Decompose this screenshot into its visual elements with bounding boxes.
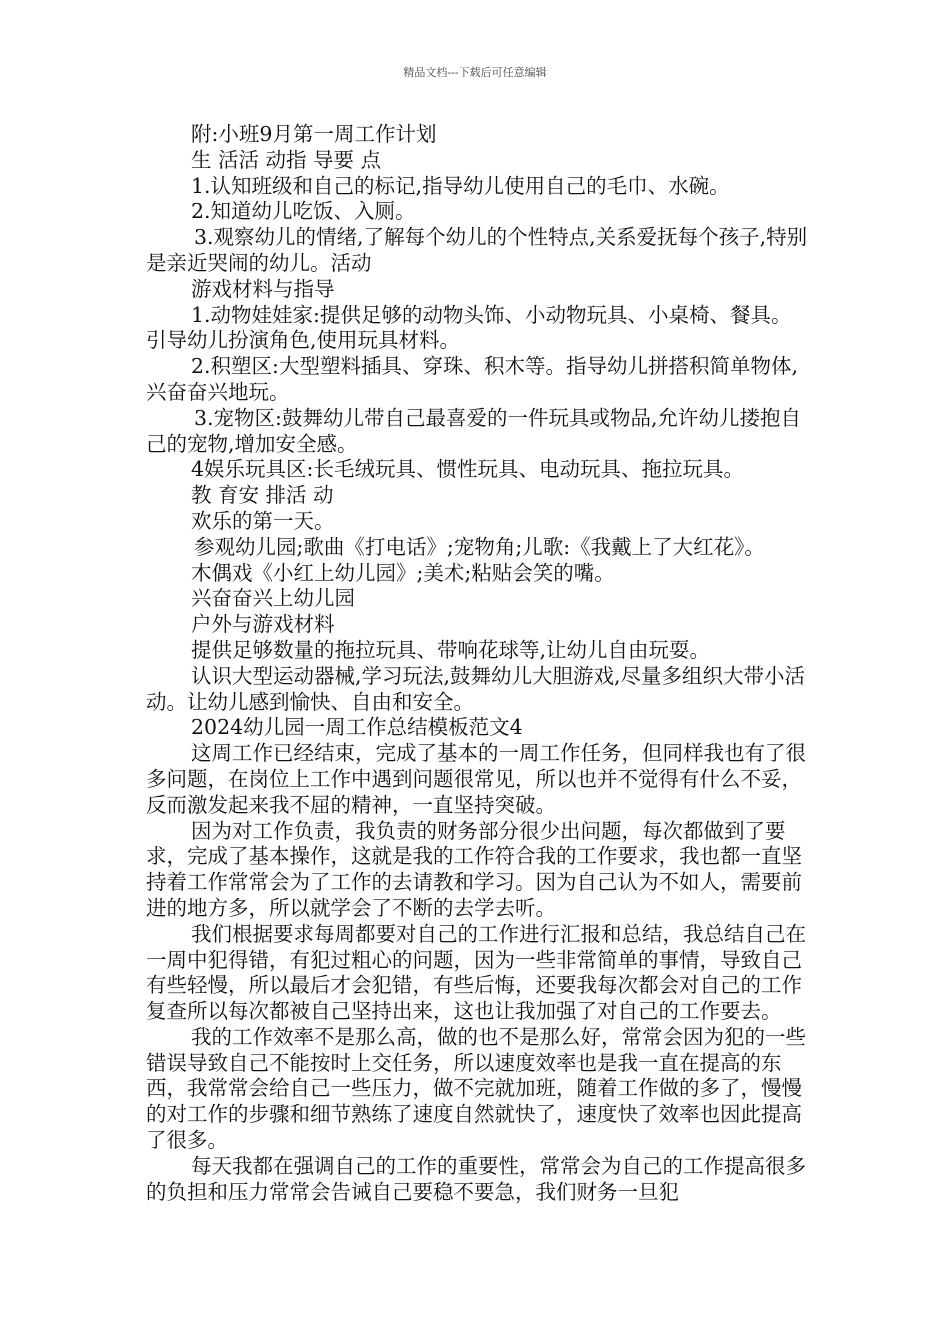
paragraph: 4娱乐玩具区:长毛绒玩具、惯性玩具、电动玩具、拖拉玩具。	[191, 457, 744, 482]
paragraph: 1.认知班级和自己的标记,指导幼儿使用自己的毛巾、水碗。	[191, 173, 730, 198]
paragraph: 认识大型运动器械,学习玩法,鼓舞幼儿大胆游戏,尽量多组织大带小活动。让幼儿感到愉快、自由和安全。	[146, 663, 806, 714]
paragraph: 我们根据要求每周都要对自己的工作进行汇报和总结，我总结自己在一周中犯得错，有犯过粗心的问题，因为一些非常简单的事情，导致自己有些轻慢，所以最后才会犯错，有些后悔，还要我每次都会对自己的工作复查所以每次都被自己坚持出来，这也让我加强了对自己的工作要去。	[146, 921, 806, 1024]
section-heading-outdoor: 户外与游戏材料	[191, 612, 335, 637]
section-heading-life: 生 活活 动指 导要 点	[191, 147, 382, 172]
paragraph: 3.宠物区:鼓舞幼儿带自己最喜爱的一件玩具或物品,允许幼儿搂抱自己的宠物,增加安全感。	[146, 405, 801, 456]
paragraph: 1.动物娃娃家:提供足够的动物头饰、小动物玩具、小桌椅、餐具。引导幼儿扮演角色,使用玩具材料。	[146, 302, 792, 353]
paragraph: 参观幼儿园;歌曲《打电话》;宠物角;儿歌:《我戴上了大红花》。	[194, 534, 765, 559]
paragraph: 每天我都在强调自己的工作的重要性，常常会为自己的工作提高很多的负担和压力常常会告诫自己要稳不要急，我们财务一旦犯	[146, 1153, 806, 1204]
paragraph: 因为对工作负责，我负责的财务部分很少出问题，每次都做到了要求，完成了基本操作，这就是我的工作符合我的工作要求，我也都一直坚持着工作常常会为了工作的去请教和学习。因为自己认为不如人，需要前进的地方多，所以就学会了不断的去学去听。	[146, 818, 802, 920]
paragraph: 2.积塑区:大型塑料插具、穿珠、积木等。指导幼儿拼搭积简单物体,兴奋奋兴地玩。	[146, 354, 798, 404]
paragraph: 我的工作效率不是那么高，做的也不是那么好，常常会因为犯的一些错误导致自己不能按时上交任务，所以速度效率也是我一直在提高的东西，我常常会给自己一些压力，做不完就加班，随着工作做的多了，慢慢的对工作的步骤和细节熟练了速度自然就快了，速度快了效率也因此提高了很多。	[146, 1024, 806, 1153]
section-heading-education: 教 育安 排活 动	[191, 483, 334, 508]
paragraph: 3.观察幼儿的情绪,了解每个幼儿的个性特点,关系爱抚每个孩子,特别是亲近哭闹的幼儿。活动	[146, 225, 808, 275]
page-header: 精品文档---下载后可任意编辑	[403, 66, 547, 79]
article-title: 2024幼儿园一周工作总结模板范文4	[191, 715, 523, 740]
paragraph: 提供足够数量的拖拉玩具、带响花球等,让幼儿自由玩耍。	[191, 637, 711, 662]
document-body	[146, 122, 810, 1205]
paragraph: 欢乐的第一天。	[191, 508, 335, 533]
paragraph: 这周工作已经结束，完成了基本的一周工作任务，但同样我也有了很多问题，在岗位上工作中遇到问题很常见，所以也并不觉得有什么不妥，反而激发起来我不屈的精神，一直坚持突破。	[146, 741, 806, 817]
paragraph: 2.知道幼儿吃饭、入厕。	[191, 199, 416, 224]
section-heading-games: 游戏材料与指导	[191, 276, 335, 301]
paragraph: 兴奋奋兴上幼儿园	[191, 586, 355, 611]
plan-title: 附:小班9月第一周工作计划	[191, 122, 437, 146]
paragraph: 木偶戏《小红上幼儿园》;美术;粘贴会笑的嘴。	[191, 560, 615, 585]
